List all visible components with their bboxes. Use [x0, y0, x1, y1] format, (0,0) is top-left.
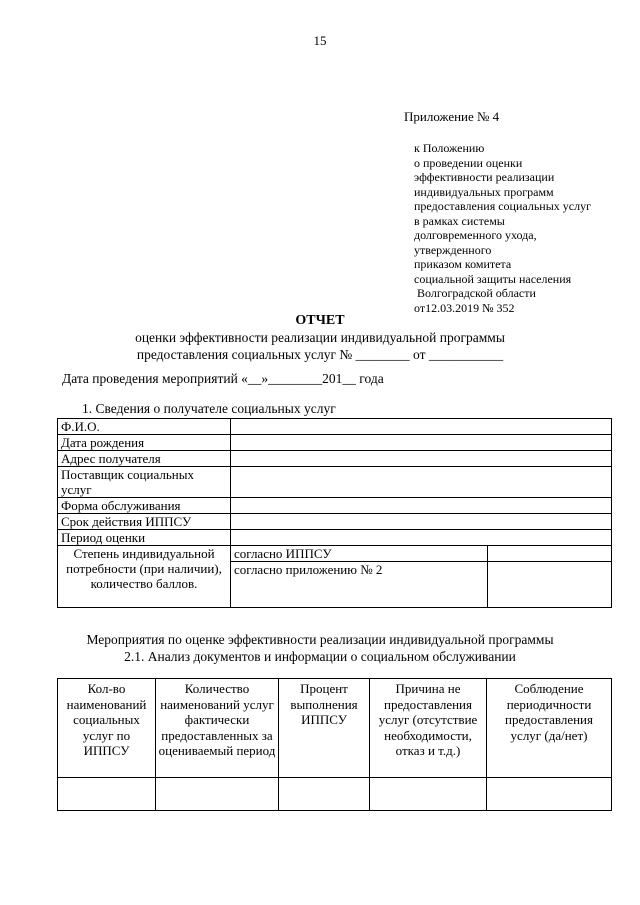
column-header-ippsu-count: Кол-во наименований социальных услуг по ИППСУ [58, 679, 156, 778]
appendix-line: индивидуальных программ [414, 184, 554, 199]
cell-periodicity[interactable] [487, 778, 612, 811]
need-by-ippsu-value[interactable] [488, 546, 612, 562]
table-row [58, 546, 612, 562]
report-subtitle-line-2: предоставления социальных услуг № ________ от ___________ [136, 347, 504, 362]
table-row [58, 451, 612, 467]
section-1-heading: 1. Сведения о получателе социальных услуг [82, 401, 336, 416]
address-value[interactable] [231, 451, 612, 467]
appendix-line: социальной защиты населения [414, 271, 572, 286]
need-by-appendix-value[interactable] [488, 562, 612, 608]
table-row [58, 467, 612, 498]
appendix-line: о проведении оценки [414, 155, 523, 170]
report-subtitle-line-1: оценки эффективности реализации индивидуальной программы [135, 330, 505, 345]
measures-heading [0, 631, 640, 665]
table-row [58, 778, 612, 811]
column-header-reason: Причина не предоставления услуг (отсутствие необходимости, отказ и т.д.) [370, 679, 487, 778]
row-label-service-form: Форма обслуживания [58, 498, 231, 514]
report-subtitle [0, 329, 640, 363]
evaluation-period-value[interactable] [231, 530, 612, 546]
service-form-value[interactable] [231, 498, 612, 514]
row-label-birth-date: Дата рождения [58, 435, 231, 451]
fio-value[interactable] [231, 419, 612, 435]
table-row [58, 419, 612, 435]
measures-line-1: Мероприятия по оценке эффективности реализации индивидуальной программы [86, 632, 554, 647]
appendix-title: Приложение № 4 [404, 109, 500, 124]
measures-line-2: 2.1. Анализ документов и информации о социальном обслуживании [124, 649, 516, 664]
need-by-appendix-label: согласно приложению № 2 [231, 562, 488, 608]
recipient-info-table [57, 418, 612, 608]
birth-date-value[interactable] [231, 435, 612, 451]
appendix-reference [414, 141, 591, 315]
column-header-periodicity: Соблюдение периодичности предоставления услуг (да/нет) [487, 679, 612, 778]
row-label-ippsu-term: Срок действия ИППСУ [58, 514, 231, 530]
row-label-fio: Ф.И.О. [58, 419, 231, 435]
row-label-address: Адрес получателя [58, 451, 231, 467]
appendix-line: Волгоградской области [414, 286, 536, 300]
cell-ippsu-count[interactable] [58, 778, 156, 811]
row-label-provider: Поставщик социальных услуг [58, 467, 231, 498]
row-label-evaluation-period: Период оценки [58, 530, 231, 546]
table-row [58, 514, 612, 530]
appendix-line: утвержденного [414, 242, 492, 257]
table-row [58, 498, 612, 514]
column-header-completion-percent: Процент выполнения ИППСУ [279, 679, 370, 778]
appendix-line: от12.03.2019 № 352 [414, 300, 515, 315]
provider-value[interactable] [231, 467, 612, 498]
cell-provided-count[interactable] [156, 778, 279, 811]
documents-analysis-table [57, 678, 612, 811]
table-row [58, 435, 612, 451]
need-by-ippsu-label: согласно ИППСУ [231, 546, 488, 562]
event-date-line: Дата проведения мероприятий «__»________201__ года [62, 371, 384, 386]
appendix-line: приказом комитета [414, 257, 512, 271]
appendix-line: предоставления социальных услуг [414, 199, 592, 213]
appendix-line: долговременного ухода, [414, 228, 537, 242]
row-label-need-degree: Степень индивидуальной потребности (при наличии), количество баллов. [58, 546, 231, 608]
table-header-row [58, 679, 612, 778]
cell-completion-percent[interactable] [279, 778, 370, 811]
ippsu-term-value[interactable] [231, 514, 612, 530]
appendix-line: в рамках системы [414, 213, 505, 228]
report-title: ОТЧЕТ [295, 313, 345, 328]
column-header-provided-count: Количество наименований услуг фактически предоставленных за оцениваемый период [156, 679, 279, 778]
appendix-line: к Положению [414, 141, 485, 155]
cell-reason[interactable] [370, 778, 487, 811]
appendix-line: эффективности реализации [414, 170, 555, 184]
table-row [58, 530, 612, 546]
page-number: 15 [313, 33, 327, 48]
